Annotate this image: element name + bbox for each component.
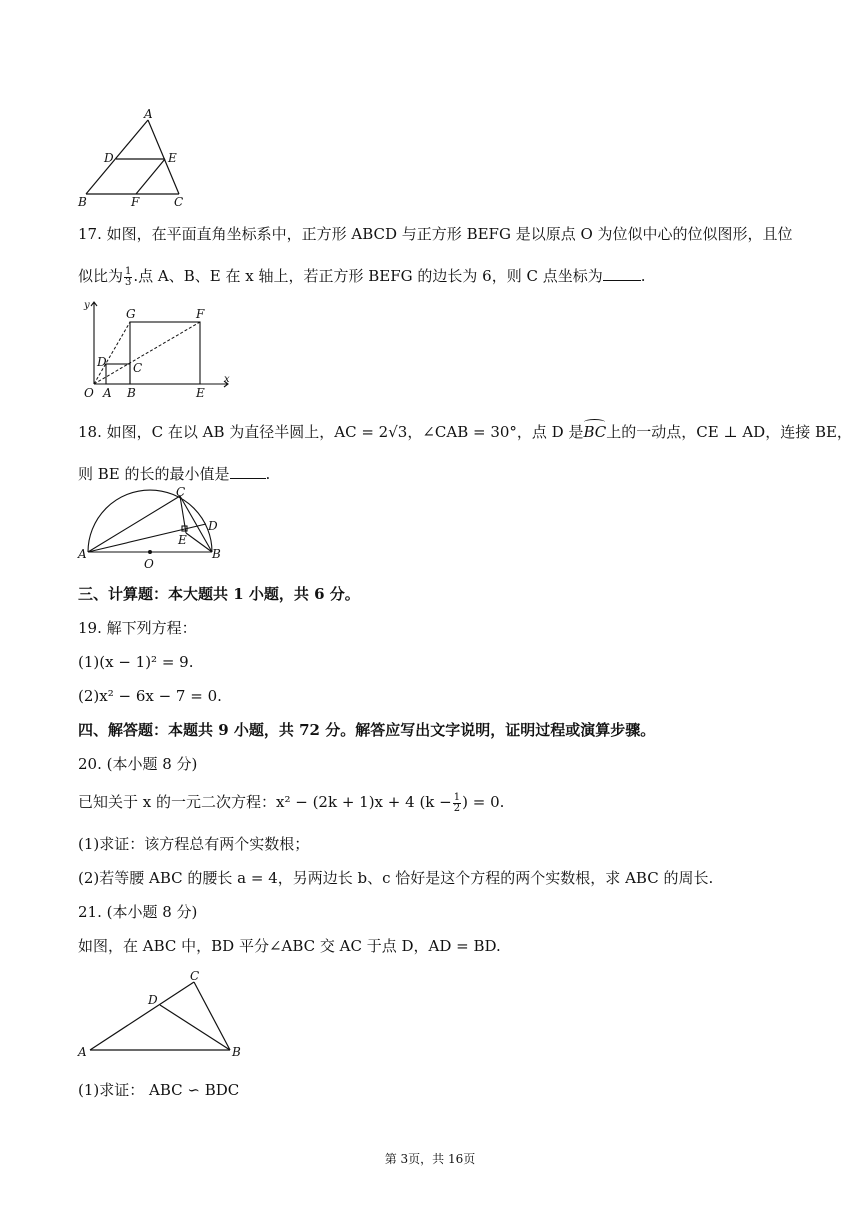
section-4-text: 四、解答题：本题共 9 小题，共 72 分。解答应写出文字说明，证明过程或演算步骤。	[78, 721, 656, 739]
label-f: F	[196, 307, 205, 321]
figure-21-triangle	[76, 968, 256, 1064]
q20-half-den: 2	[453, 802, 461, 814]
q19-part1	[78, 652, 194, 672]
q18-text-1b: 上的一动点，CE ⊥ AD，连接 BE，	[606, 423, 852, 441]
page-footer	[0, 1150, 860, 1167]
q18-text-1a: 18. 如图，C 在以 AB 为直径半圆上，AC = 2√3，∠CAB = 30°，点 D 是	[78, 423, 584, 441]
q21-head	[78, 902, 197, 922]
q20-part2	[78, 868, 713, 888]
q17-ratio-num: 1	[125, 265, 132, 277]
q19-part1-text: (1)(x − 1)² = 9.	[78, 653, 194, 671]
label-o: O	[144, 557, 154, 571]
q19-stem	[78, 618, 197, 638]
q21-part1	[78, 1080, 239, 1100]
label-c: C	[176, 486, 186, 499]
page-number: 第 3页，共 16页	[384, 1152, 476, 1166]
label-b: B	[127, 386, 136, 400]
q17-end: .	[640, 267, 646, 285]
section-3-text: 三、计算题：本大题共 1 小题，共 6 分。	[78, 585, 360, 603]
q21-stem	[78, 936, 501, 956]
label-e: E	[178, 533, 187, 547]
q20-stem-text: 已知关于 x 的一元二次方程：x² − (2k + 1)x + 4	[78, 793, 415, 811]
figure-16-triangle	[76, 108, 196, 208]
label-d: D	[148, 993, 158, 1007]
q20-part2-text: (2)若等腰 ABC 的腰长 a = 4，另两边长 b、c 恰好是这个方程的两个实数根，求 ABC 的周长.	[78, 869, 714, 887]
section-3-title	[78, 584, 360, 604]
q18-end: .	[265, 465, 271, 483]
label-y: y	[84, 300, 90, 311]
label-o: O	[84, 386, 94, 400]
q18-line2	[78, 464, 270, 484]
q17-text-2b: .点 A、B、E 在 x 轴上，若正方形 BEFG 的边长为 6，则 C 点坐标为	[133, 267, 603, 285]
q19-part2	[78, 686, 222, 706]
label-b: B	[78, 195, 87, 208]
label-x: x	[224, 374, 230, 385]
q17-answer-blank[interactable]	[603, 266, 641, 281]
label-c: C	[190, 969, 200, 983]
label-d: D	[97, 355, 107, 369]
label-a: A	[103, 386, 112, 400]
label-a: A	[144, 108, 153, 121]
q17-text-1: 17. 如图，在平面直角坐标系中，正方形 ABCD 与正方形 BEFG 是以原点 O 为位似中心的位似图形，且位	[78, 225, 793, 243]
label-a: A	[78, 1045, 87, 1059]
q17-line1	[78, 224, 793, 244]
q18-answer-blank[interactable]	[230, 464, 266, 479]
q18-line1	[78, 422, 852, 442]
label-d: D	[208, 519, 218, 533]
q20-part1	[78, 834, 309, 854]
q17-ratio-den: 3	[125, 276, 132, 288]
label-e: E	[196, 386, 205, 400]
label-b: B	[212, 547, 221, 561]
q21-head-text: 21. (本小题 8 分)	[78, 903, 198, 921]
q20-half-num: 1	[453, 791, 461, 803]
label-g: G	[126, 307, 136, 321]
q20-head	[78, 754, 197, 774]
q19-part2-text: (2)x² − 6x − 7 = 0.	[78, 687, 222, 705]
section-4-title	[78, 720, 655, 740]
q19-stem-text: 19. 解下列方程：	[78, 619, 197, 637]
q21-stem-text: 如图，在 ABC 中，BD 平分∠ABC 交 AC 于点 D，AD = BD.	[78, 937, 501, 955]
q20-half-fraction	[453, 793, 461, 814]
label-c: C	[174, 195, 184, 208]
q17-line2	[78, 266, 646, 288]
figure-17-squares	[78, 296, 238, 404]
label-e: E	[168, 151, 177, 165]
figure-18-semicircle	[76, 486, 236, 572]
q21-part1-text: (1)求证： ABC ∽ BDC	[78, 1081, 240, 1099]
q20-stem-k: (k −	[419, 793, 452, 811]
q18-text-2: 则 BE 的长的最小值是	[78, 465, 230, 483]
q20-head-text: 20. (本小题 8 分)	[78, 755, 198, 773]
label-a: A	[78, 547, 87, 561]
q20-stem	[78, 792, 504, 814]
label-d: D	[104, 151, 114, 165]
label-f: F	[131, 195, 140, 208]
q20-stem-end: ) = 0.	[462, 793, 505, 811]
label-c: C	[133, 361, 143, 375]
q17-text-2a: 似比为	[78, 267, 124, 285]
q20-part1-text: (1)求证：该方程总有两个实数根；	[78, 835, 310, 853]
q17-ratio-fraction	[124, 267, 132, 288]
q18-arc-bc: BC	[583, 423, 607, 441]
label-b: B	[232, 1045, 241, 1059]
